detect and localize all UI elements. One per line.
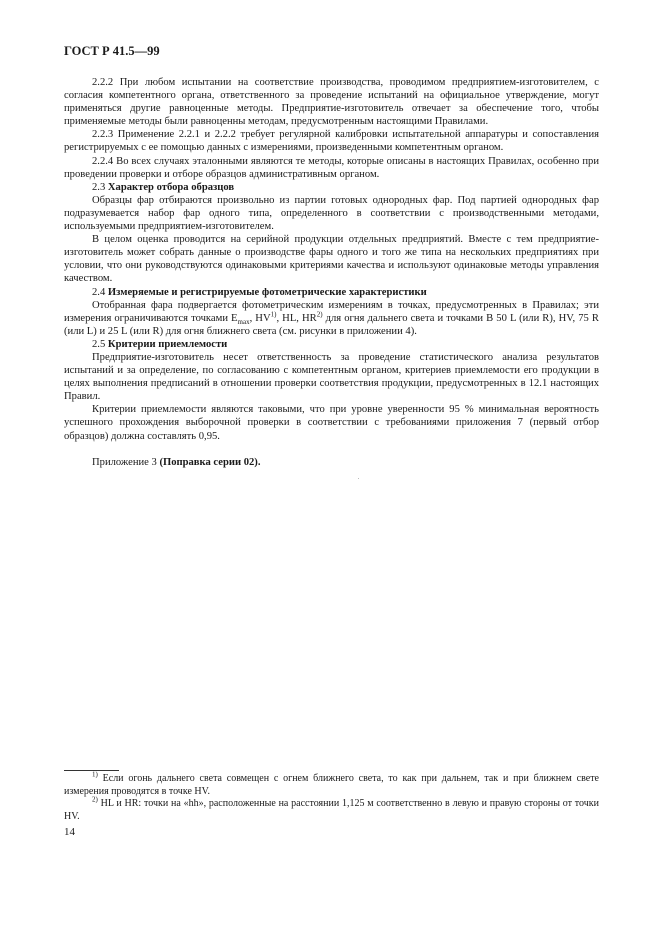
section-title: Характер отбора образцов <box>107 181 235 193</box>
section-heading-2-5 <box>64 338 599 351</box>
footnote-mark: 2) <box>92 795 98 804</box>
scan-speck <box>358 478 359 479</box>
section-title: Критерии приемлемости <box>107 338 228 350</box>
section-number: 2.5 <box>92 338 106 350</box>
footnote-text: Если огонь дальнего света совмещен с огнем ближнего света, то как при дальнем, так и при ближнем свете измерения проводятся в точке HV. <box>64 773 599 797</box>
section-heading-2-4 <box>64 286 599 299</box>
document-header: ГОСТ Р 41.5—99 <box>64 44 160 58</box>
footnote-mark: 1) <box>92 770 98 779</box>
document-body <box>64 76 599 469</box>
text-run: , HL, HR <box>276 312 317 324</box>
subscript: max <box>237 317 250 326</box>
paragraph-2-5-b: Критерии приемлемости являются таковыми, что при уровне уверенности 95 % минимальная вероятность успешного прохождения выборочной проверки в соответствии с требованиями приложения 7 (первый отбор образцов) должна составлять 0,95. <box>64 404 599 442</box>
footnote-2 <box>64 795 599 823</box>
text-run: для огня дальнего света и точками B 50 L (или R), HV, 75 R (или L) и 25 L (или R) для огня ближнего света (см. рисунки в приложении 4). <box>64 312 599 337</box>
section-number: 2.4 <box>92 286 106 298</box>
appendix-label: Приложение 3 <box>92 456 160 468</box>
paragraph-2-2-2: 2.2.2 При любом испытании на соответствие производства, проводимом предприятием-изготовителем, с согласия компетентного органа, ответственного за проведение испытаний на официальное утверждение, могут применяться другие равноценные методы. Предприятие-изготовитель отвечает за обеспечение того, чтобы применяемые методы были равноценны методам, предусмотренным настоящими Правилами. <box>64 77 599 128</box>
paragraph-2-3-b: В целом оценка проводится на серийной продукции отдельных предприятий. Вместе с тем предприятие-изготовитель может собрать данные о производстве фары одного и того же типа на нескольких предприятиях при условии, что они руководствуются одинаковыми критериями качества и используют одинаковые методы управления качеством. <box>64 234 599 285</box>
appendix-amendment: (Поправка серии 02). <box>159 456 261 468</box>
footnote-1 <box>64 770 599 798</box>
paragraph-2-3-a: Образцы фар отбираются произвольно из партии готовых однородных фар. Под партией однородных фар подразумевается набор фар одного типа, определенного в соответствии с производственными методами, используемыми предприятием-изготовителем. <box>64 194 599 233</box>
paragraph-2-5-a: Предприятие-изготовитель несет ответственность за проведение статистического анализа результатов испытаний и за определение, по согласованию с компетентным органом, критериев приемлемости его продукции в целях выполнения предписаний в отношении проверки соответствия продукции, предусмотренных в 12.1 настоящих Правил. <box>64 351 599 403</box>
page-number: 14 <box>64 826 75 838</box>
footnotes <box>64 770 599 823</box>
section-heading-2-3 <box>64 181 599 194</box>
section-title: Измеряемые и регистрируемые фотометрические характеристики <box>107 286 427 298</box>
text-run: Отобранная фара подвергается фотометрическим измерениям в точках, предусмотренных в Правилах; эти измерения ограничиваются точками E <box>64 299 599 324</box>
paragraph-2-4 <box>64 299 599 338</box>
paragraph-2-2-3: 2.2.3 Применение 2.2.1 и 2.2.2 требует регулярной калибровки испытательной аппаратуры и сопоставления регистрируемых с ее помощью данных с измерениями, произведенными компетентным органом. <box>64 129 599 154</box>
appendix-reference <box>64 456 599 469</box>
text-run: , HV <box>249 312 271 324</box>
footnote-ref-2: 2) <box>316 310 323 319</box>
footnote-ref-1: 1) <box>270 310 277 319</box>
section-number: 2.3 <box>92 181 106 193</box>
paragraph-2-2-4: 2.2.4 Во всех случаях эталонными являются те методы, которые описаны в настоящих Правилах, особенно при проведении проверки и отборе образцов административным органом. <box>64 155 599 180</box>
footnote-text: HL и HR: точки на «hh», расположенные на расстоянии 1,125 м соответственно в левую и правую стороны от точки HV. <box>64 798 599 822</box>
